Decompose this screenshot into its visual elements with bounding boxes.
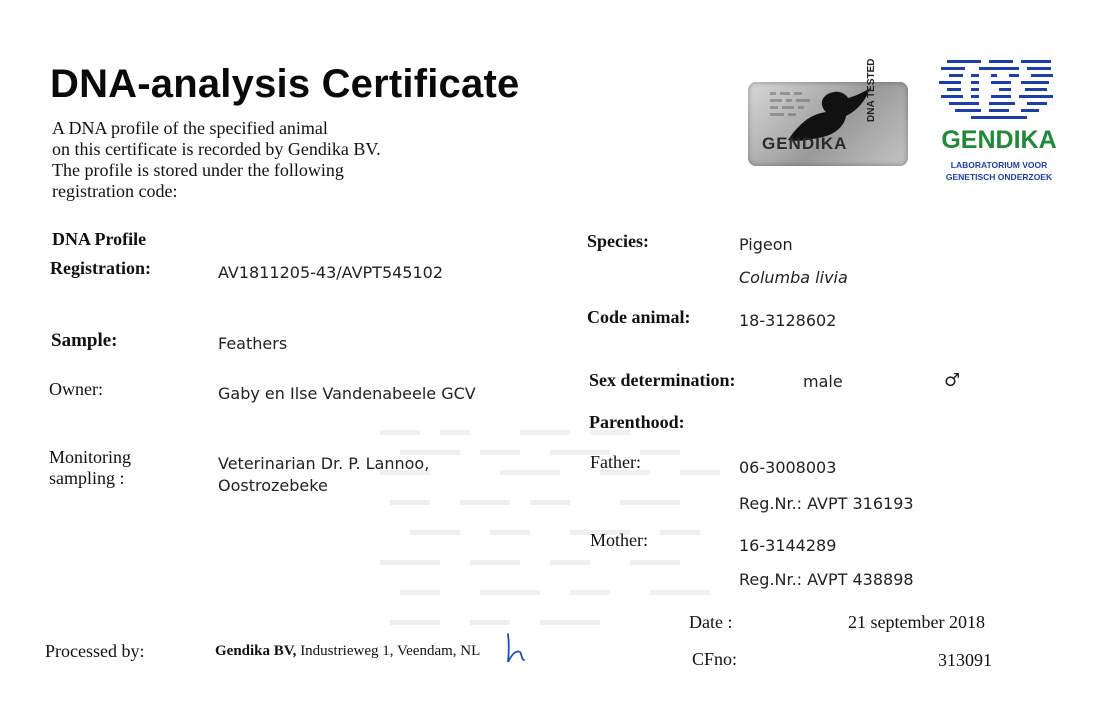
gendika-logo	[935, 56, 1063, 188]
dna-tested-seal	[748, 58, 908, 166]
registration-label: Registration:	[50, 258, 151, 278]
species-value: Pigeon	[739, 235, 793, 254]
mother-reg: Reg.Nr.: AVPT 438898	[739, 570, 914, 589]
mother-value: 16-3144289	[739, 536, 837, 555]
logo-sub-line: GENETISCH ONDERZOEK	[945, 172, 1053, 182]
date-label: Date :	[689, 612, 733, 632]
registration-value: AV1811205-43/AVPT545102	[218, 263, 444, 282]
father-value: 06-3008003	[739, 458, 837, 477]
intro-line: The profile is stored under the following	[52, 160, 344, 180]
dna-profile-heading: DNA Profile	[52, 229, 147, 249]
logo-sub-line: LABORATORIUM VOOR	[950, 160, 1048, 170]
intro-line: on this certificate is recorded by Gendika BV.	[52, 139, 381, 159]
owner-label: Owner:	[49, 379, 103, 399]
monitoring-value: Oostrozebeke	[218, 476, 328, 495]
father-reg: Reg.Nr.: AVPT 316193	[739, 494, 914, 513]
cfno-value: 313091	[938, 650, 992, 670]
intro-line: registration code:	[52, 181, 178, 201]
parenthood-label: Parenthood:	[589, 412, 685, 432]
male-symbol-icon: ♂	[944, 370, 961, 391]
owner-value: Gaby en Ilse Vandenabeele GCV	[218, 384, 476, 403]
sex-determination-label: Sex determination:	[589, 370, 736, 390]
gendika-logo-icon	[935, 56, 1063, 126]
species-latin: Columba livia	[739, 268, 848, 287]
monitoring-value: Veterinarian Dr. P. Lannoo,	[218, 454, 430, 473]
date-value: 21 september 2018	[848, 612, 985, 632]
logo-brand: GENDIKA	[941, 126, 1057, 154]
processor	[215, 643, 480, 660]
processed-by-label: Processed by:	[45, 641, 145, 661]
processor-address: Industrieweg 1, Veendam, NL	[296, 643, 481, 659]
code-animal-label: Code animal:	[587, 307, 691, 327]
sample-label: Sample:	[51, 330, 118, 351]
processor-name: Gendika BV,	[215, 643, 297, 659]
father-label: Father:	[590, 452, 641, 472]
code-animal-value: 18-3128602	[739, 311, 837, 330]
cfno-label: CFno:	[692, 649, 738, 669]
seal-brand: GENDIKA	[762, 134, 848, 153]
signature-mark	[500, 632, 530, 664]
intro-text	[52, 118, 472, 202]
sample-value: Feathers	[218, 334, 288, 353]
intro-line: A DNA profile of the specified animal	[52, 118, 328, 138]
monitoring-label: Monitoring	[49, 447, 132, 467]
mother-label: Mother:	[590, 530, 648, 550]
monitoring-label: sampling :	[49, 468, 125, 488]
seal-tag: DNA TESTED	[866, 58, 877, 122]
page-title: DNA-analysis Certificate	[50, 62, 520, 106]
sex-value: male	[803, 372, 843, 391]
species-label: Species:	[587, 231, 649, 251]
